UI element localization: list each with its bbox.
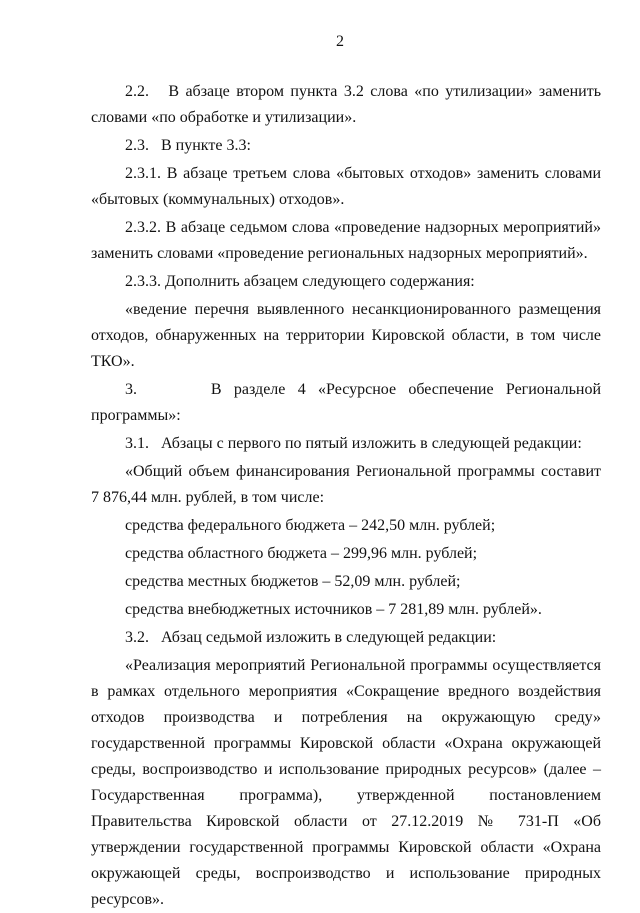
- extrabudgetary-line: средства внебюджетных источников – 7 281,89 млн. рублей».: [125, 601, 542, 618]
- federal-budget-line: средства федерального бюджета – 242,50 млн. рублей;: [125, 517, 496, 534]
- paragraph-2-3: 2.3. В пункте 3.3:: [125, 137, 251, 154]
- page-number: 2: [336, 33, 344, 50]
- quoted-addition: «ведение перечня выявленного несанкционированного размещения отходов, обнаруженных на территории Кировской области, в том числе ТКО».: [91, 301, 601, 370]
- paragraph-3-2: 3.2. Абзац седьмой изложить в следующей редакции:: [125, 629, 497, 646]
- paragraph-2-2: 2.2. В абзаце втором пункта 3.2 слова «по утилизации» заменить словами «по обработке и утилизации».: [91, 83, 601, 126]
- paragraph-2-3-2: 2.3.2. В абзаце седьмом слова «проведение надзорных мероприятий» заменить словами «проведение региональных надзорных мероприятий».: [91, 219, 601, 262]
- local-budget-line: средства местных бюджетов – 52,09 млн. рублей;: [125, 573, 461, 590]
- paragraph-2-3-3: 2.3.3. Дополнить абзацем следующего содержания:: [125, 273, 475, 290]
- paragraph-3-1: 3.1. Абзацы с первого по пятый изложить в следующей редакции:: [125, 435, 582, 452]
- document-body: [91, 79, 601, 913]
- regional-budget-line: средства областного бюджета – 299,96 млн. рублей;: [125, 545, 478, 562]
- financing-total: «Общий объем финансирования Региональной программы составит 7 876,44 млн. рублей, в том числе:: [91, 463, 601, 506]
- paragraph-3: 3. В разделе 4 «Ресурсное обеспечение Региональной программы»:: [91, 381, 601, 424]
- paragraph-2-3-1: 2.3.1. В абзаце третьем слова «бытовых отходов» заменить словами «бытовых (коммунальных) отходов».: [91, 165, 601, 208]
- implementation-paragraph: «Реализация мероприятий Региональной программы осуществляется в рамках отдельного мероприятия «Сокращение вредного воздействия отходов производства и потребления на окружающую среду» государственной программы Кировской области «Охрана окружающей среды, воспроизводство и использование природных ресурсов» (далее – Государственная программа), утвержденной постановлением Правительства Кировской области от 27.12.2019 № 731-П «Об утверждении государственной программы Кировской области «Охрана окружающей среды, воспроизводство и использование природных ресурсов».: [91, 657, 601, 908]
